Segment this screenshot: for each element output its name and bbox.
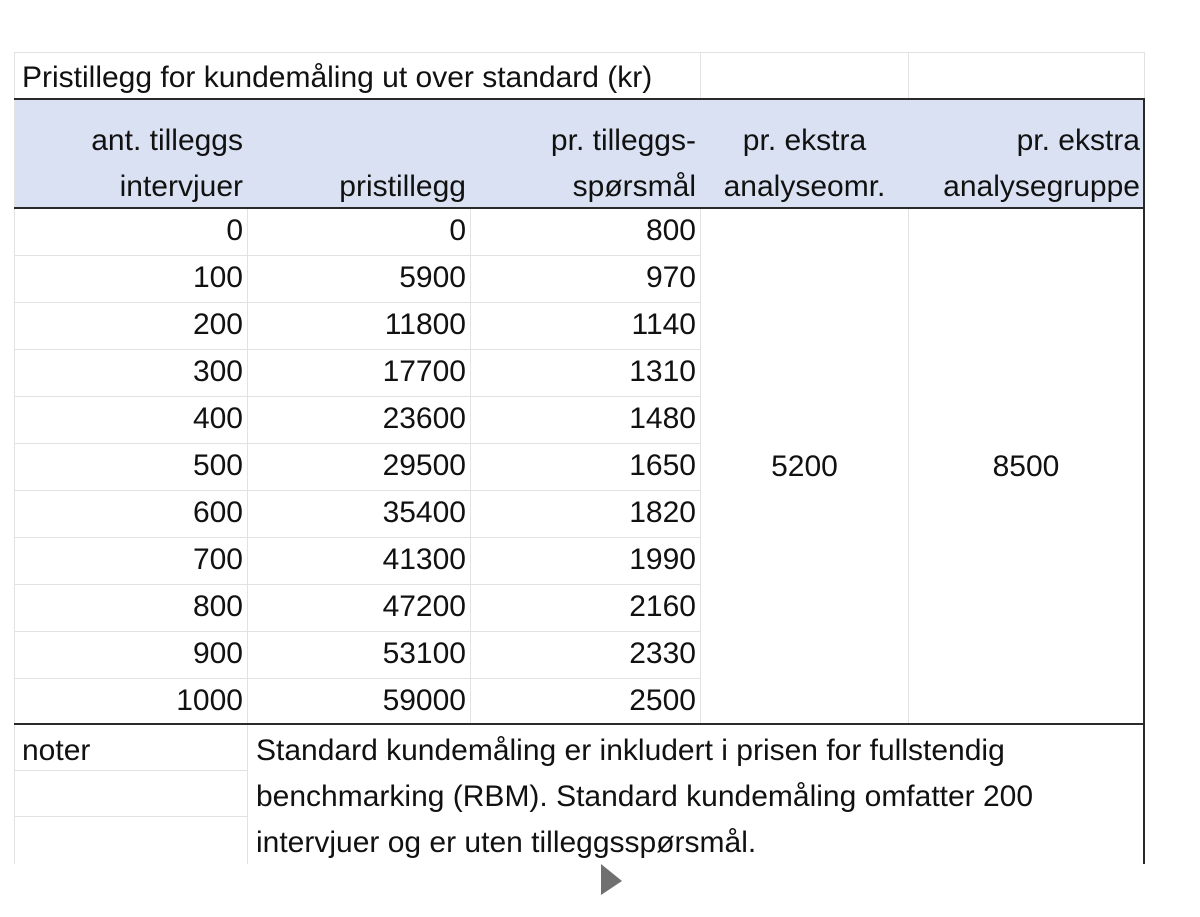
cell-surcharge: 11800 <box>384 308 466 341</box>
cell-per-question: 2160 <box>629 590 696 623</box>
cell-surcharge: 17700 <box>382 355 466 388</box>
header-interviews-line1: ant. tilleggs <box>91 124 243 157</box>
cell-surcharge: 53100 <box>382 637 466 670</box>
cell-per-question: 1820 <box>629 496 696 529</box>
cell-interviews: 300 <box>192 355 243 388</box>
header-per-question-line2: spørsmål <box>572 170 696 203</box>
header-analysis-area-line2: analyseomr. <box>723 170 886 203</box>
cell-surcharge: 0 <box>449 214 466 247</box>
cell-surcharge: 5900 <box>399 261 466 294</box>
cell-per-question: 1650 <box>629 449 696 482</box>
cell-per-question: 970 <box>645 261 696 294</box>
header-surcharge: pristillegg <box>339 170 466 203</box>
cell-surcharge: 47200 <box>382 590 466 623</box>
cell-interviews: 700 <box>192 543 243 576</box>
cell-per-question: 2330 <box>629 637 696 670</box>
table-title: Pristillegg for kundemåling ut over standard (kr) <box>22 61 653 94</box>
header-analysis-group-line1: pr. ekstra <box>1016 124 1140 157</box>
notes-label: noter <box>22 734 91 767</box>
cell-interviews: 400 <box>192 402 243 435</box>
cell-surcharge: 41300 <box>382 543 466 576</box>
cell-interviews: 900 <box>192 637 243 670</box>
cell-per-question: 1310 <box>629 355 696 388</box>
cell-per-question: 2500 <box>629 684 696 717</box>
mouse-pointer-icon <box>598 862 626 898</box>
cell-per-question: 1990 <box>629 543 696 576</box>
header-interviews-line2: intervjuer <box>119 170 243 203</box>
spreadsheet-table <box>14 52 1145 864</box>
header-analysis-area-line1: pr. ekstra <box>742 124 867 157</box>
cell-surcharge: 29500 <box>382 449 466 482</box>
cell-interviews: 500 <box>192 449 243 482</box>
cell-per-question: 800 <box>645 214 696 247</box>
cell-interviews: 0 <box>226 214 243 247</box>
cell-interviews: 1000 <box>176 684 243 717</box>
header-per-question-line1: pr. tilleggs- <box>550 124 696 157</box>
notes-text: Standard kundemåling er inkludert i prisen for fullstendig benchmarking (RBM). Standard kundemåling omfatter 200 intervjuer og er uten tilleggsspørsmål. <box>256 734 1034 859</box>
cell-per-question: 1480 <box>629 402 696 435</box>
per-analysis-group-value: 8500 <box>992 450 1060 483</box>
cell-surcharge: 35400 <box>382 496 466 529</box>
cell-per-question: 1140 <box>631 308 696 341</box>
cell-interviews: 100 <box>192 261 243 294</box>
cell-surcharge: 59000 <box>382 684 466 717</box>
cell-interviews: 200 <box>192 308 243 341</box>
cell-surcharge: 23600 <box>382 402 466 435</box>
header-analysis-group-line2: analysegruppe <box>943 170 1140 203</box>
per-analysis-area-value: 5200 <box>771 450 838 483</box>
cell-interviews: 600 <box>192 496 243 529</box>
cell-interviews: 800 <box>192 590 243 623</box>
